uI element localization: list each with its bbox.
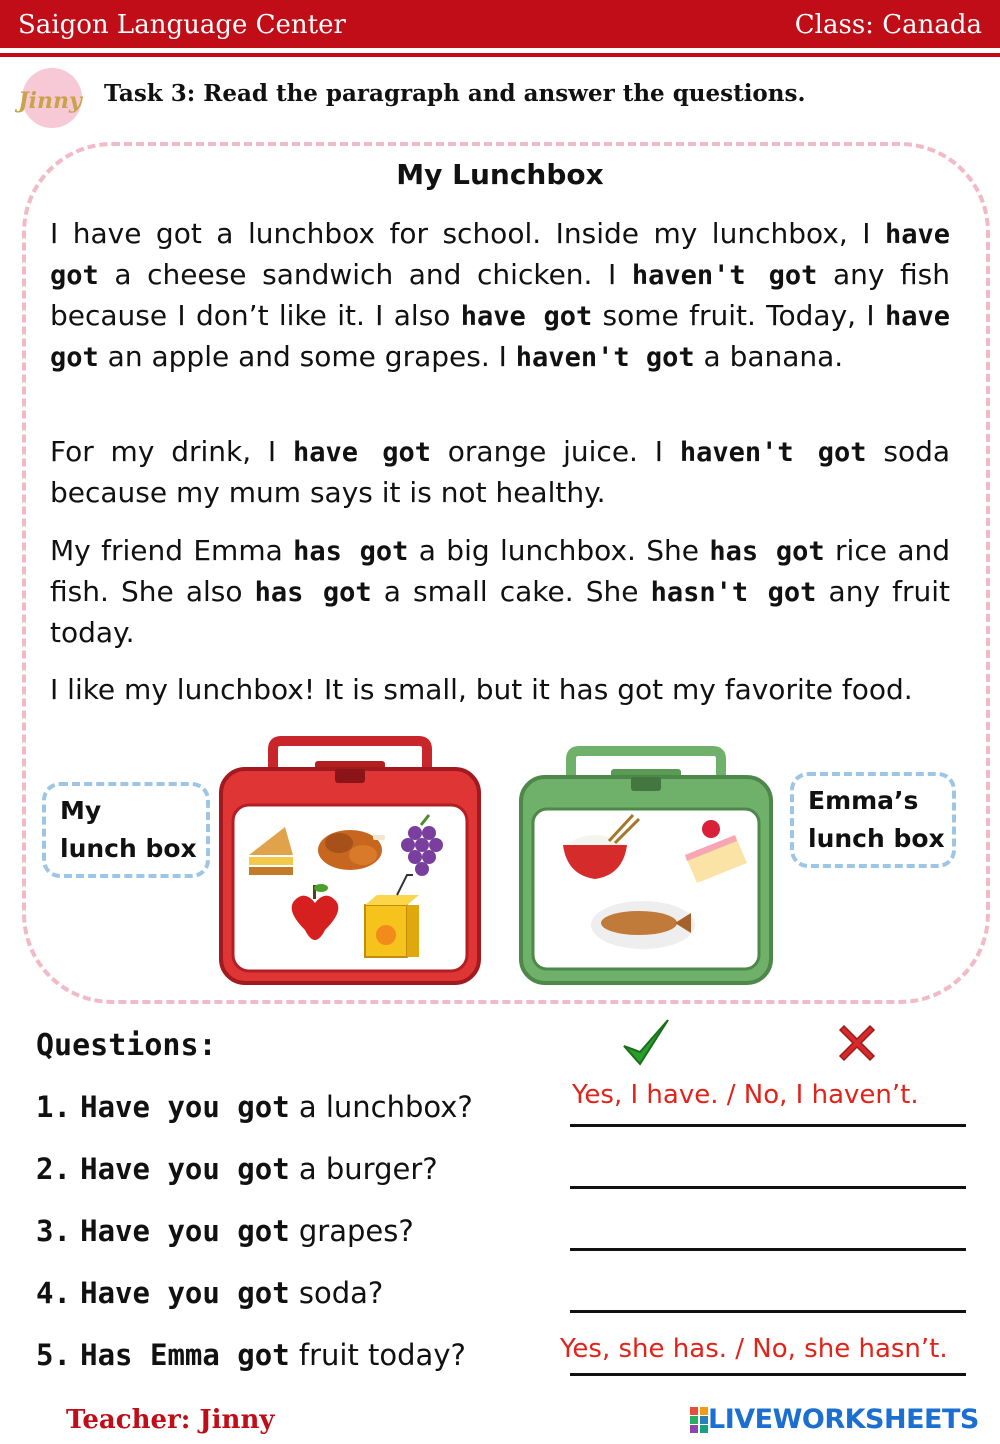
emma-lunchbox-label <box>790 772 956 868</box>
bold-phrase: have got <box>50 219 950 291</box>
question-number: 4. <box>36 1276 71 1310</box>
text-run: a cheese sandwich and chicken. I <box>98 258 632 291</box>
emma-lunchbox <box>515 745 777 990</box>
sample-answer-5: Yes, she has. / No, she hasn’t. <box>560 1334 948 1364</box>
answer-line-3[interactable] <box>570 1248 966 1251</box>
fish-icon <box>591 901 695 949</box>
bold-phrase: has got <box>254 577 372 608</box>
liveworksheets-logo-icon <box>690 1407 708 1433</box>
class-name: Class: Canada <box>794 10 982 40</box>
answer-line-4[interactable] <box>570 1310 966 1313</box>
question-2 <box>36 1152 438 1186</box>
text-run: a small cake. She <box>371 575 651 608</box>
questions-heading: Questions: <box>36 1028 217 1063</box>
question-number: 3. <box>36 1214 71 1248</box>
school-name: Saigon Language Center <box>18 10 346 40</box>
text-run: My friend Emma <box>50 534 294 567</box>
question-rest: fruit today? <box>289 1338 466 1372</box>
header-divider <box>0 53 1000 57</box>
text-run: rice and fish. She also <box>50 534 950 608</box>
my-lunchbox <box>215 735 485 990</box>
my-label-line1: My <box>60 796 102 825</box>
bold-phrase: haven't got <box>515 342 695 373</box>
brand-text: LIVEWORKSHEETS <box>708 1404 979 1435</box>
question-bold: Have you got <box>80 1276 290 1310</box>
bold-phrase: has got <box>709 536 825 567</box>
emma-label-line2: lunch box <box>808 824 945 853</box>
text-run: I like my lunchbox! It is small, but it has got my favorite food. <box>50 673 913 706</box>
bold-phrase: haven't got <box>679 437 867 468</box>
paragraph-3 <box>50 531 950 653</box>
bold-phrase: have got <box>293 437 431 468</box>
text-run: soda because my mum says it is not healthy. <box>50 435 951 509</box>
question-rest: grapes? <box>289 1214 414 1248</box>
bold-phrase: hasn't got <box>650 577 817 608</box>
question-bold: Have you got <box>80 1214 290 1248</box>
question-number: 2. <box>36 1152 71 1186</box>
emma-label-line1: Emma’s <box>808 786 919 815</box>
paragraph-1 <box>50 214 950 378</box>
answer-line-2[interactable] <box>570 1186 966 1189</box>
question-bold: Has Emma got <box>80 1338 290 1372</box>
answer-line-5[interactable] <box>570 1373 966 1376</box>
question-bold: Have you got <box>80 1090 290 1124</box>
text-run: I have got a lunchbox for school. Inside my lunchbox, I <box>50 217 885 250</box>
question-4 <box>36 1276 383 1310</box>
question-bold: Have you got <box>80 1152 290 1186</box>
paragraph-4 <box>50 670 950 710</box>
check-mark-icon <box>622 1016 670 1068</box>
text-run: a banana. <box>694 340 844 373</box>
question-5 <box>36 1338 466 1372</box>
bold-phrase: has got <box>293 536 409 567</box>
sample-answer-1: Yes, I have. / No, I haven’t. <box>572 1080 919 1110</box>
question-rest: a lunchbox? <box>289 1090 473 1124</box>
question-1 <box>36 1090 473 1124</box>
text-run: For my drink, I <box>50 435 294 468</box>
question-rest: a burger? <box>289 1152 438 1186</box>
text-run: an apple and some grapes. I <box>98 340 516 373</box>
my-lunchbox-label <box>42 782 210 878</box>
teacher-name: Teacher: Jinny <box>66 1405 275 1435</box>
story-title: My Lunchbox <box>396 158 604 191</box>
paragraph-2 <box>50 432 950 513</box>
text-run: some fruit. Today, I <box>592 299 885 332</box>
question-rest: soda? <box>289 1276 384 1310</box>
liveworksheets-brand[interactable] <box>690 1404 979 1435</box>
bold-phrase: haven't got <box>631 260 818 291</box>
text-run: any fruit today. <box>50 575 951 649</box>
bold-phrase: have got <box>460 301 593 332</box>
answer-line-1[interactable] <box>570 1124 966 1127</box>
bold-phrase: have got <box>50 301 950 373</box>
text-run: orange juice. I <box>430 435 680 468</box>
question-number: 1. <box>36 1090 71 1124</box>
task-title: Task 3: Read the paragraph and answer the questions. <box>104 80 806 107</box>
question-3 <box>36 1214 414 1248</box>
text-run: a big lunchbox. She <box>408 534 710 567</box>
cross-mark-icon <box>836 1022 878 1064</box>
logo-text: Jinny <box>18 88 82 114</box>
question-number: 5. <box>36 1338 71 1372</box>
my-label-line2: lunch box <box>60 834 197 863</box>
jinny-logo <box>12 66 88 130</box>
text-run: any fish because I don’t like it. I also <box>50 258 951 332</box>
